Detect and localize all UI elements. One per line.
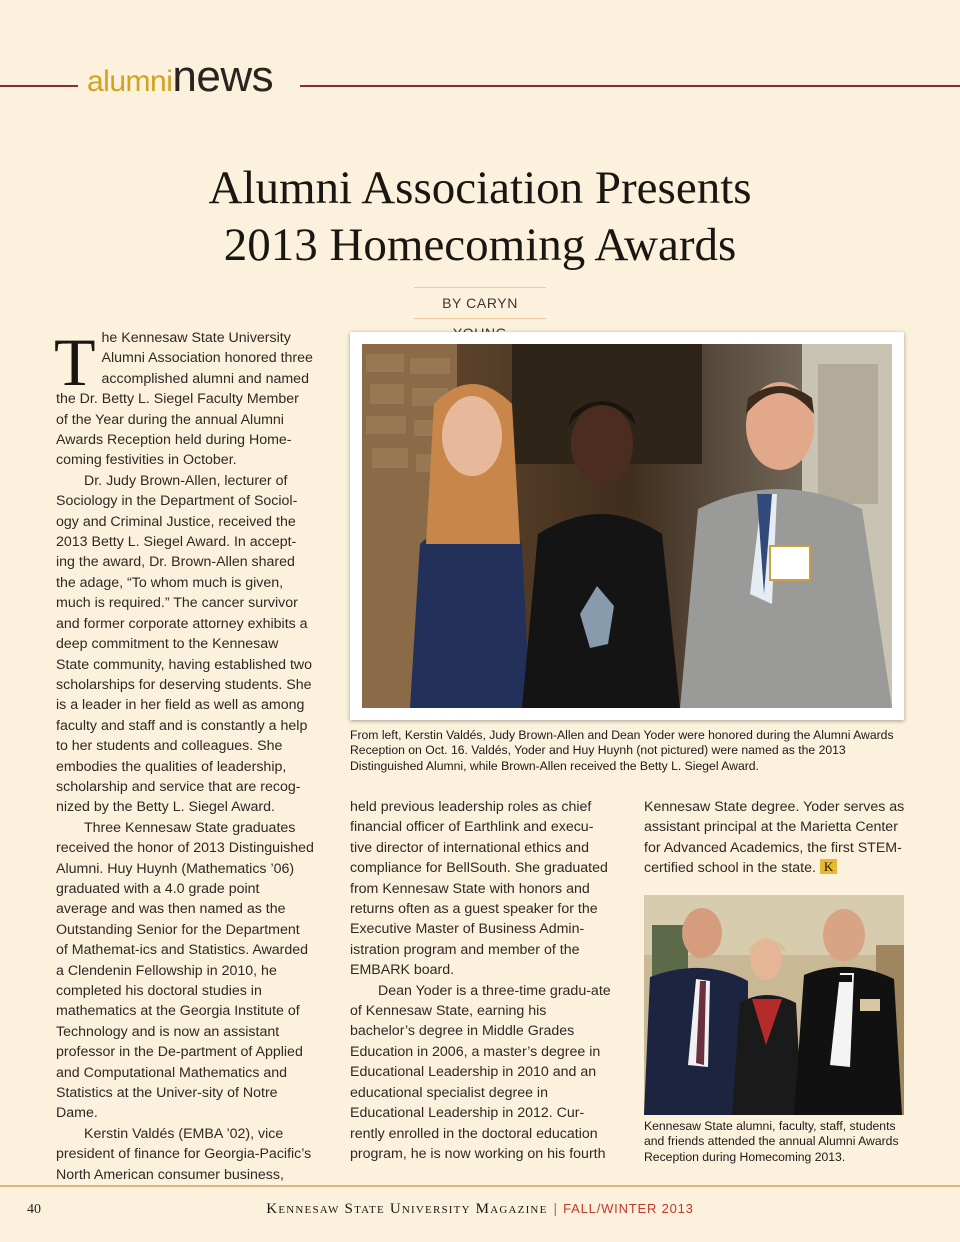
section-title-news: news [172, 52, 274, 101]
section-header [0, 52, 960, 115]
paragraph: Kerstin Valdés (EMBA ’02), vice president of finance for Georgia-Pacific’s North American consumer business, [56, 1125, 312, 1183]
paragraph [644, 797, 906, 879]
article-column-3 [644, 797, 906, 879]
main-photo-frame [350, 332, 904, 720]
section-title [87, 52, 274, 101]
article-headline [0, 160, 960, 274]
award-recipients-photo-art [362, 344, 892, 708]
small-photo-caption: Kennesaw State alumni, faculty, staff, students and friends attended the annual Alumni Awards Reception during Homecoming 2013. [644, 1119, 899, 1164]
paragraph: Dean Yoder is a three-time gradu-ate of Kennesaw State, earning his bachelor’s degree in Middle Grades Education in 2006, a master’s degree in Educational Leadership in 2010 and an educational specialist degree in Educational Leadership in 2012. Cur-rently enrolled in the doctoral education program, he is now working on his fourth [350, 982, 611, 1162]
main-photo-caption: From left, Kerstin Valdés, Judy Brown-Allen and Dean Yoder were honored during the Alumni Awards Reception on Oct. 16. Valdés, Yoder and Huy Huynh (not pictured) were named as the 2013 Distinguished Alumni, while Brown-Allen received the Betty L. Siegel Award. [350, 728, 894, 773]
reception-attendees-photo [644, 895, 904, 1115]
reception-attendees-photo-art [644, 895, 904, 1115]
footer-rule [0, 1185, 960, 1187]
article-column-1 [54, 324, 314, 1185]
award-recipients-photo [362, 344, 892, 708]
magazine-title: Kennesaw State University Magazine [266, 1201, 548, 1217]
header-rule-left [0, 85, 78, 87]
byline: BY CARYN [414, 287, 546, 319]
footer-separator: | [553, 1200, 558, 1216]
headline-line-2: 2013 Homecoming Awards [223, 219, 737, 271]
issue-label: FALL/WINTER 2013 [563, 1201, 694, 1216]
article-column-2 [350, 797, 612, 1164]
drop-cap: T [54, 324, 96, 400]
end-mark-icon: K [820, 859, 837, 874]
page-number: 40 [27, 1202, 41, 1217]
paragraph: held previous leadership roles as chief financial officer of Earthlink and execu-tive director of international ethics and compliance for BellSouth. She graduated from Kennesaw State with honors and returns often as a guest speaker for the Executive Master of Business Admin-istration program and member of the EMBARK board. [350, 799, 608, 979]
headline-line-1: Alumni Association Presents [208, 162, 752, 214]
paragraph: Dr. Judy Brown-Allen, lecturer of Sociology in the Department of Sociol-ogy and Criminal Justice, received the 2013 Betty L. Siegel Award. In accept-ing the award, Dr. Brown-Allen shared the adage, “To whom much is given, much is required.” The cancer survivor and former corporate attorney exhibits a deep commitment to the Kennesaw State community, having established two scholarships for deserving students. She is a leader in her field as well as among faculty and staff and is constantly a help to her students and colleagues. She embodies the qualities of leadership, scholarship and service that are recog-nized by the Betty L. Siegel Award. [56, 472, 313, 816]
section-title-alumni: alumni [87, 65, 173, 98]
footer [0, 1200, 960, 1218]
paragraph-text: Kennesaw State degree. Yoder serves as assistant principal at the Marietta Center for Advanced Academics, the first STEM-certified school in the state. [644, 799, 905, 877]
paragraph-text: he Kennesaw State University Alumni Association honored three accomplished alumni and named the Dr. Betty L. Siegel Faculty Member of the Year during the annual Alumni Awards Reception held during Home-coming festivities in October. [56, 330, 313, 469]
paragraph [54, 324, 314, 471]
header-rule-right [300, 85, 960, 87]
paragraph: Three Kennesaw State graduates received the honor of 2013 Distinguished Alumni. Huy Huynh (Mathematics ’06) graduated with a 4.0 grade point average and was then named as the Outstanding Senior for the Department of Mathemat-ics and Statistics. Awarded a Clendenin Fellowship in 2010, he completed his doctoral studies in mathematics at the Georgia Institute of Technology and is now an assistant professor in the De-partment of Applied and Computational Mathematics and Statistics at the Univer-sity of Notre Dame. [56, 819, 314, 1122]
